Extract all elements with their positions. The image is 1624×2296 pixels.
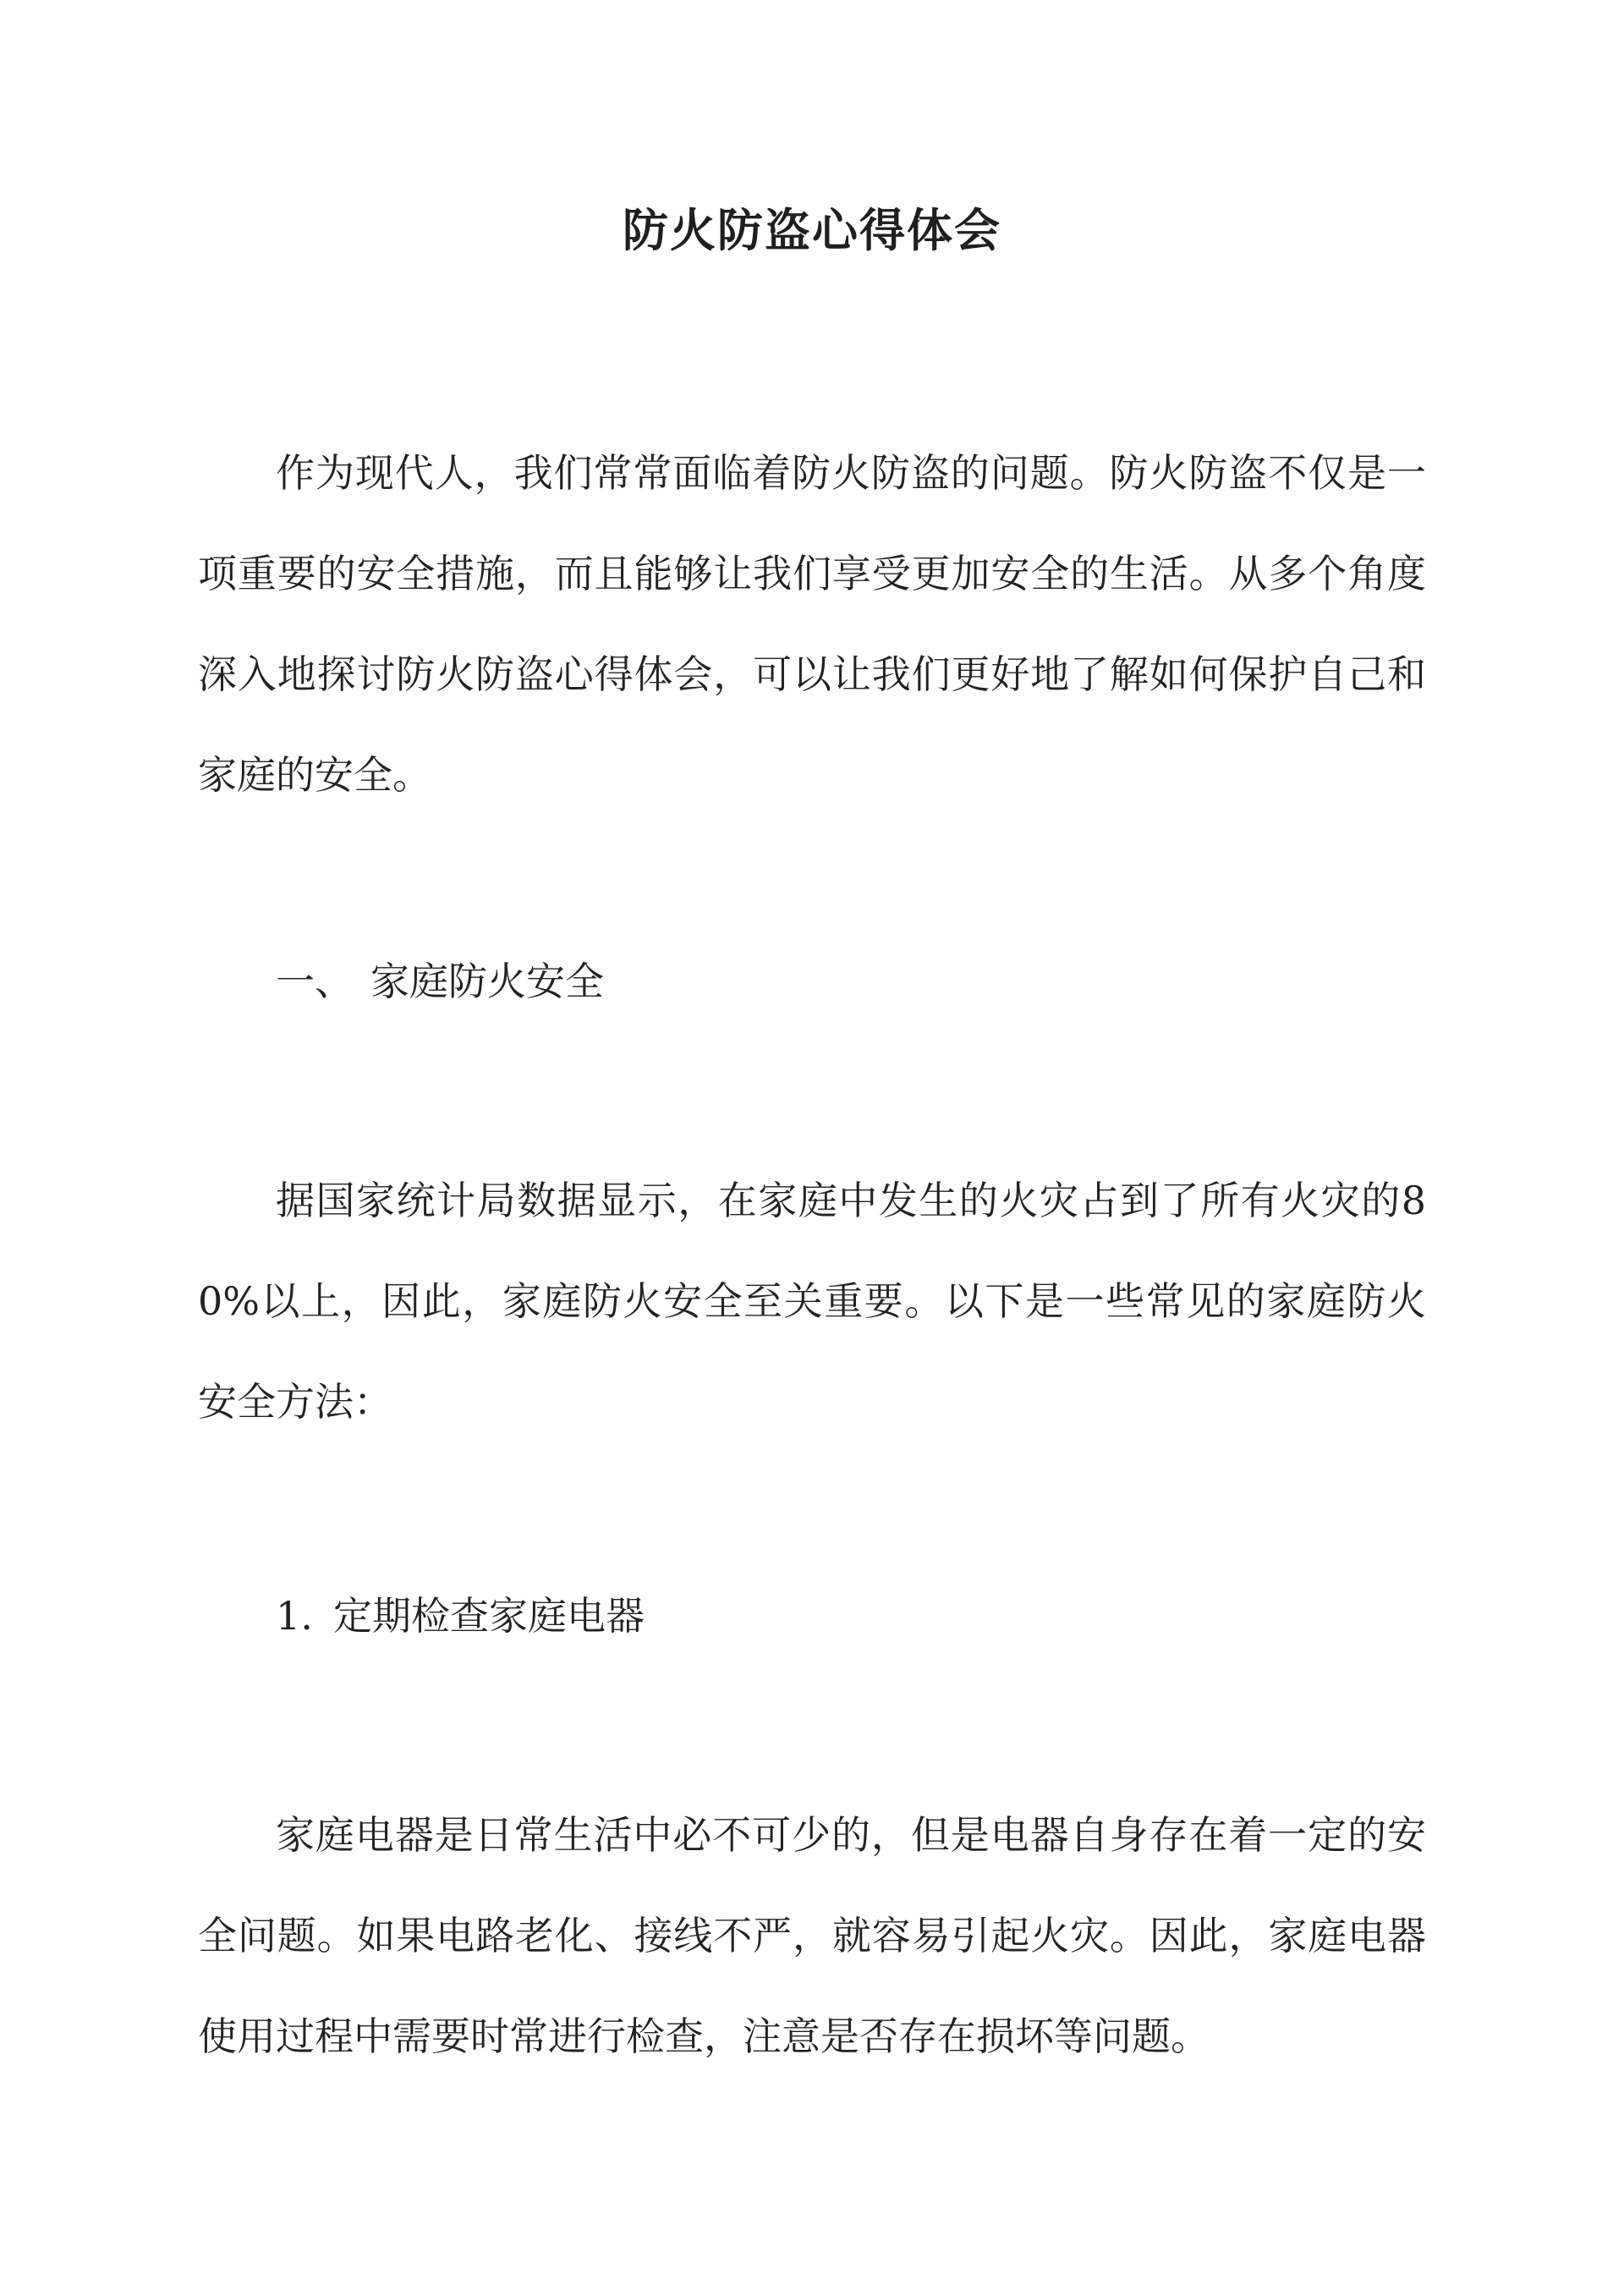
section-number: 一、 <box>276 958 354 1004</box>
item-number: 1. <box>276 1593 313 1639</box>
item-title: 定期检查家庭电器 <box>333 1593 645 1639</box>
item-heading <box>276 1590 645 1641</box>
section-heading <box>276 956 604 1007</box>
section-title: 家庭防火安全 <box>370 958 604 1004</box>
document-title: 防火防盗心得体会 <box>623 203 1001 257</box>
intro-paragraph: 作为现代人，我们常常面临着防火防盗的问题。防火防盗不仅是一项重要的安全措施，而且能够让我们享受更加安全的生活。从多个角度深入地探讨防火防盗心得体会，可以让我们更好地了解如何保护自己和家庭的安全。 <box>198 450 1426 798</box>
section-paragraph: 据国家统计局数据显示，在家庭中发生的火灾占到了所有火灾的80%以上，因此，家庭防火安全至关重要。以下是一些常见的家庭防火安全方法： <box>198 1178 1426 1425</box>
item-paragraph: 家庭电器是日常生活中必不可少的，但是电器自身存在着一定的安全问题。如果电路老化、接线不严，就容易引起火灾。因此，家庭电器使用过程中需要时常进行检查，注意是否存在损坏等问题。 <box>198 1812 1426 2059</box>
